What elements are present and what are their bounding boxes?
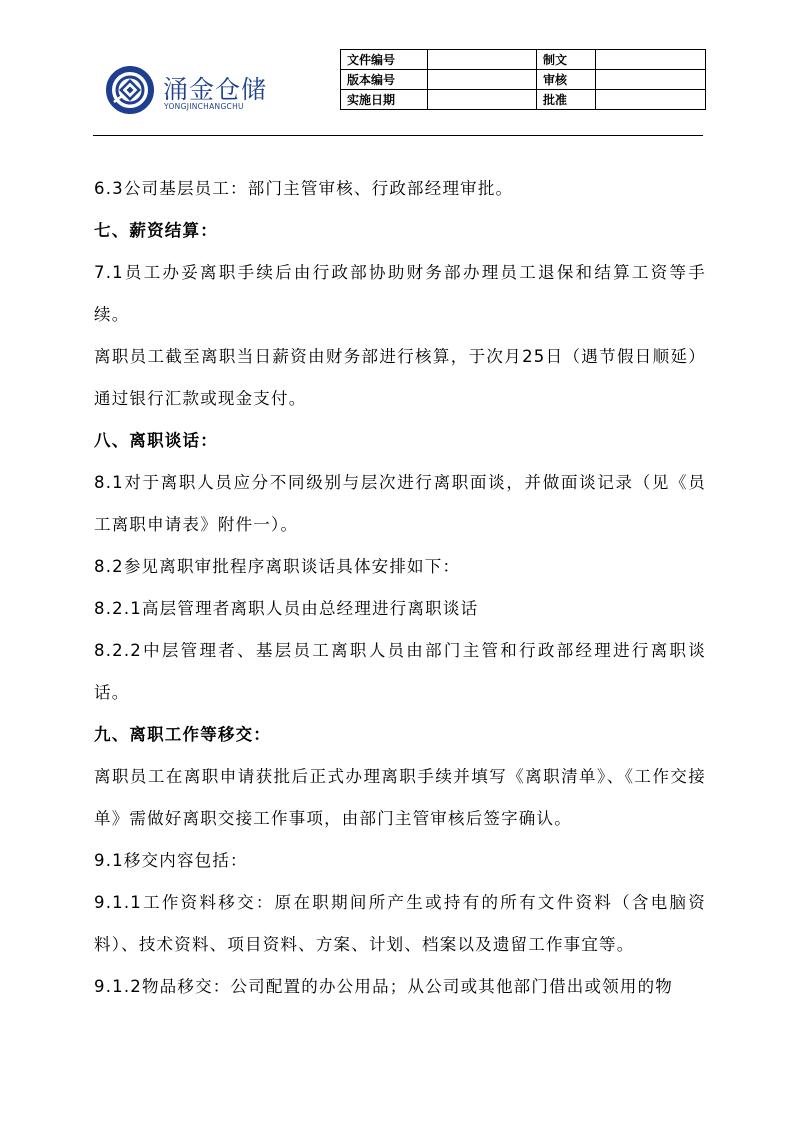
body-paragraph: 7.1员工办妥离职手续后由行政部协助财务部办理员工退保和结算工资等手续。 — [94, 263, 706, 324]
body-paragraph: 8.2.2中层管理者、基层员工离职人员由部门主管和行政部经理进行离职谈话。 — [94, 641, 706, 702]
document-meta-table — [340, 49, 706, 110]
logo-pinyin: YONGJINCHANGCHU — [164, 102, 244, 111]
logo-icon — [106, 66, 154, 114]
body-paragraph: 9.1.1工作资料移交：原在职期间所产生或持有的所有文件资料（含电脑资料）、技术资料、项目资料、方案、计划、档案以及遗留工作事宜等。 — [94, 893, 706, 954]
meta-table-row — [341, 50, 706, 70]
section-heading: 九、离职工作等移交： — [94, 725, 271, 744]
body-paragraph: 8.1对于离职人员应分不同级别与层次进行离职面谈，并做面谈记录（见《员工离职申请表》附件一）。 — [94, 473, 706, 534]
meta-label-cell: 审核 — [537, 70, 596, 90]
meta-value-cell — [428, 50, 537, 70]
document-body — [94, 168, 706, 1008]
meta-label-cell: 批准 — [537, 90, 596, 110]
body-paragraph: 8.2.1高层管理者离职人员由总经理进行离职谈话 — [94, 599, 479, 618]
body-paragraph: 离职员工截至离职当日薪资由财务部进行核算，于次月25日（遇节假日顺延）通过银行汇款或现金支付。 — [94, 347, 706, 408]
meta-value-cell — [428, 70, 537, 90]
meta-value-cell — [596, 50, 706, 70]
meta-label-cell: 制文 — [537, 50, 596, 70]
body-paragraph: 9.1移交内容包括： — [94, 851, 248, 870]
meta-value-cell — [596, 90, 706, 110]
meta-table-row — [341, 90, 706, 110]
meta-label-cell: 实施日期 — [341, 90, 428, 110]
header-divider — [93, 135, 703, 136]
meta-label-cell: 版本编号 — [341, 70, 428, 90]
company-logo — [106, 66, 321, 116]
body-paragraph: 8.2参见离职审批程序离职谈话具体安排如下： — [94, 557, 461, 576]
body-paragraph: 离职员工在离职申请获批后正式办理离职手续并填写《离职清单》、《工作交接单》需做好离职交接工作事项，由部门主管审核后签字确认。 — [94, 767, 706, 828]
meta-value-cell — [428, 90, 537, 110]
section-heading: 八、离职谈话： — [94, 431, 218, 450]
logo-name: 涌金仓储 — [163, 75, 268, 104]
body-paragraph: 9.1.2物品移交：公司配置的办公用品；从公司或其他部门借出或领用的物 — [94, 977, 673, 996]
meta-table-row — [341, 70, 706, 90]
document-header — [0, 0, 794, 140]
meta-label-cell: 文件编号 — [341, 50, 428, 70]
meta-value-cell — [596, 70, 706, 90]
body-paragraph: 6.3公司基层员工：部门主管审核、行政部经理审批。 — [94, 179, 514, 198]
section-heading: 七、薪资结算： — [94, 221, 218, 240]
